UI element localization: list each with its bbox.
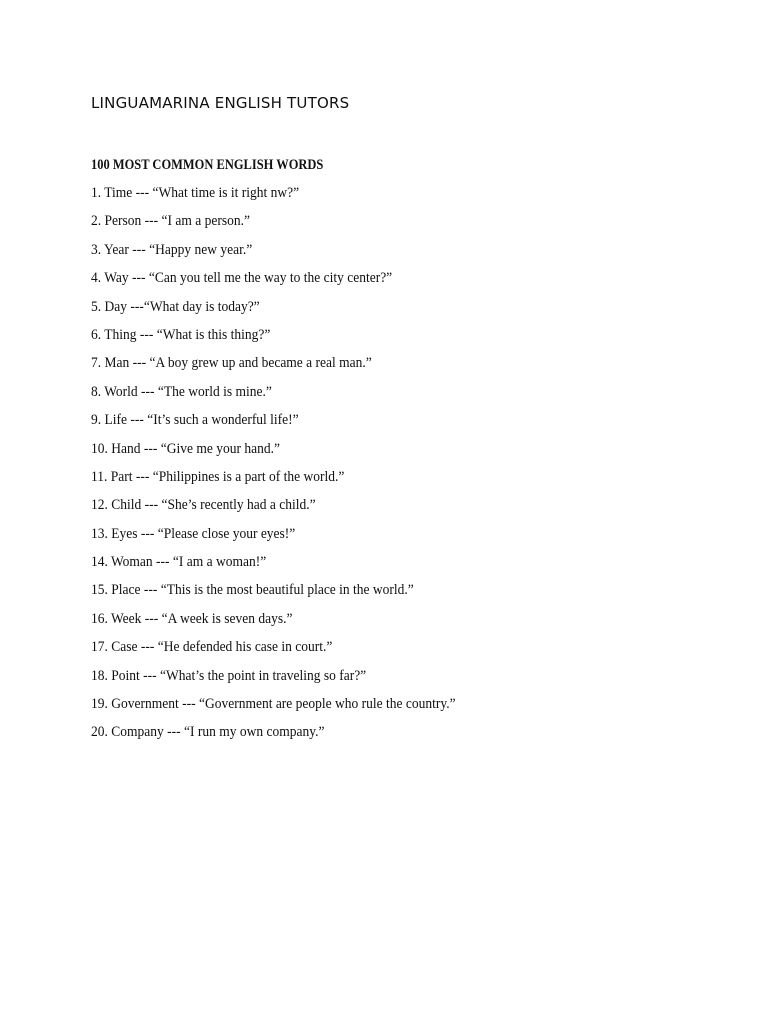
list-item: 12. Child --- “She’s recently had a child.” <box>91 497 316 514</box>
list-item: 20. Company --- “I run my own company.” <box>91 724 325 741</box>
list-item: 6. Thing --- “What is this thing?” <box>91 326 271 343</box>
list-item: 19. Government --- “Government are people who rule the country.” <box>91 696 456 713</box>
list-item: 17. Case --- “He defended his case in court.” <box>91 639 333 656</box>
list-item: 1. Time --- “What time is it right nw?” <box>91 185 300 201</box>
list-item: 3. Year --- “Happy new year.” <box>91 241 253 258</box>
list-item: 8. World --- “The world is mine.” <box>91 383 272 400</box>
list-item: 14. Woman --- “I am a woman!” <box>91 554 267 571</box>
list-item: 2. Person --- “I am a person.” <box>91 213 250 230</box>
list-item: 18. Point --- “What’s the point in traveling so far?” <box>91 667 367 684</box>
list-item: 5. Day ---“What day is today?” <box>91 298 260 315</box>
list-item: 7. Man --- “A boy grew up and became a real man.” <box>91 355 372 372</box>
list-item: 16. Week --- “A week is seven days.” <box>91 610 293 627</box>
list-item: 4. Way --- “Can you tell me the way to the city center?” <box>91 270 393 287</box>
list-item: 10. Hand --- “Give me your hand.” <box>91 440 280 457</box>
word-list <box>91 181 496 749</box>
document-title: LINGUAMARINA ENGLISH TUTORS <box>91 94 350 112</box>
document-subtitle: 100 MOST COMMON ENGLISH WORDS <box>91 157 324 173</box>
list-item: 9. Life --- “It’s such a wonderful life!” <box>91 412 299 429</box>
list-item: 15. Place --- “This is the most beautiful place in the world.” <box>91 582 414 599</box>
list-item: 13. Eyes --- “Please close your eyes!” <box>91 525 296 542</box>
list-item: 11. Part --- “Philippines is a part of the world.” <box>91 468 345 485</box>
